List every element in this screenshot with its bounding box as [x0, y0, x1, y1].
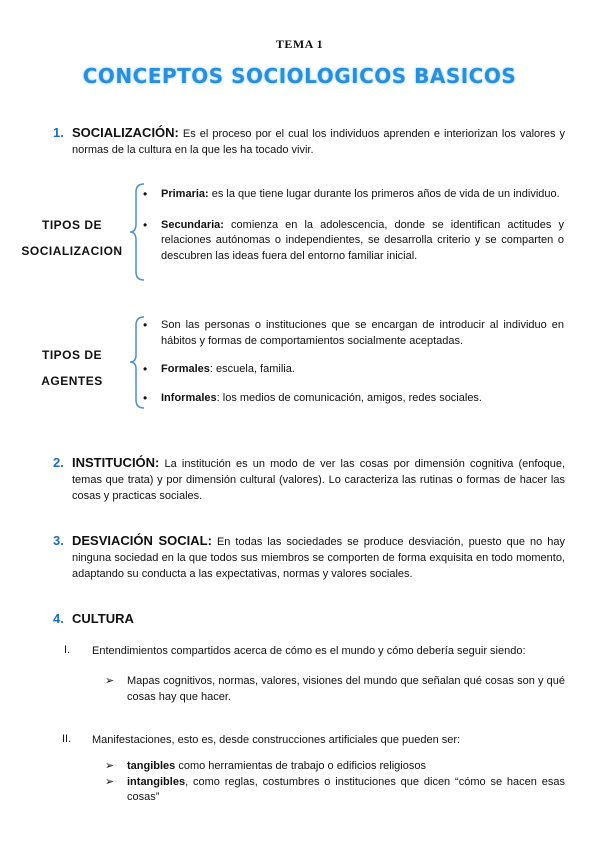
- tipos-agentes-label-line2: AGENTES: [41, 374, 103, 388]
- topic-label: TEMA 1: [275, 37, 324, 51]
- cultura-ii-text: Manifestaciones, esto es, desde construcciones artificiales que pueden ser:: [92, 734, 461, 746]
- tipos-socializacion-list: [143, 187, 564, 264]
- section-1-number: 1.: [53, 125, 64, 140]
- tipos-socializacion-label-line1: TIPOS DE: [41, 218, 102, 232]
- list-item-primaria: • Primaria: es la que tiene lugar durante los primeros años de vida de un individuo.: [143, 187, 560, 201]
- tipos-socializacion-label: [12, 212, 132, 264]
- section-2-number: 2.: [53, 455, 64, 470]
- section-4-heading: CULTURA: [72, 611, 134, 626]
- tipos-agentes-label-line1: TIPOS DE: [41, 348, 102, 362]
- cultura-i-subitem: ➢ Mapas cognitivos, normas, valores, visiones del mundo que señalan qué cosas son y qué cosas hay que hacer.: [105, 675, 565, 703]
- list-item-agentes-def: • Son las personas o instituciones que se encargan de introducir al individuo en hábitos y formas de comportamientos socialmente aceptadas.: [143, 318, 564, 347]
- tipos-agentes-label: [12, 342, 132, 394]
- cultura-i-sublist: [105, 674, 565, 705]
- section-4-number: 4.: [53, 611, 64, 626]
- list-item-secundaria: • Secundaria: comienza en la adolescencia, donde se identifican actitudes y relaciones autónomas o independientes, se desarrolla criterio y se comparten o descubren las ideas fuera del entorno familiar inicial.: [143, 217, 564, 262]
- section-2-paragraph: [72, 455, 565, 504]
- section-1-paragraph: [72, 125, 565, 158]
- section-3-number: 3.: [53, 533, 64, 548]
- cultura-ii-sublist: [105, 759, 565, 806]
- section-3-paragraph: [72, 533, 565, 582]
- roman-ii: II.: [62, 733, 72, 745]
- section-3-heading: DESVIACIÓN SOCIAL:: [72, 533, 212, 548]
- cultura-i-text: Entendimientos compartidos acerca de cómo es el mundo y cómo debería seguir siendo:: [92, 645, 526, 657]
- section-1-heading: SOCIALIZACIÓN:: [72, 125, 179, 140]
- cultura-ii-subitem-tangibles: ➢ tangibles como herramientas de trabajo o edificios religiosos: [105, 760, 426, 772]
- tipos-agentes-list: [143, 318, 564, 406]
- tipos-socializacion-label-line2: SOCIALIZACION: [21, 244, 123, 258]
- document-title: CONCEPTOS SOCIOLOGICOS BASICOS: [82, 64, 517, 88]
- section-2-heading: INSTITUCIÓN:: [72, 455, 160, 470]
- section-3-text: En todas las sociedades se produce desviación, puesto que no hay ninguna sociedad en la que todos sus miembros se comporten de forma exquisita en todo momento, adaptando su conducta a las expectativas, normas y valores sociales.: [72, 536, 565, 580]
- section-2-text: La institución es un modo de ver las cosas por dimensión cognitiva (enfoque, temas que trata) y por dimensión cultural (valores). Lo caracteriza las rutinas o formas de hacer las cosas y practicas sociales.: [72, 458, 565, 502]
- list-item-formales: • Formales: escuela, familia.: [143, 362, 295, 376]
- cultura-ii-subitem-intangibles: ➢ intangibles, como reglas, costumbres o instituciones que dicen “cómo se hacen esas cosas”: [105, 775, 565, 803]
- list-item-informales: • Informales: los medios de comunicación, amigos, redes sociales.: [143, 390, 482, 405]
- section-1-text: Es el proceso por el cual los individuos aprenden e interiorizan los valores y normas de la cultura en la que les ha tocado vivir.: [72, 128, 565, 156]
- roman-i: I.: [64, 644, 71, 656]
